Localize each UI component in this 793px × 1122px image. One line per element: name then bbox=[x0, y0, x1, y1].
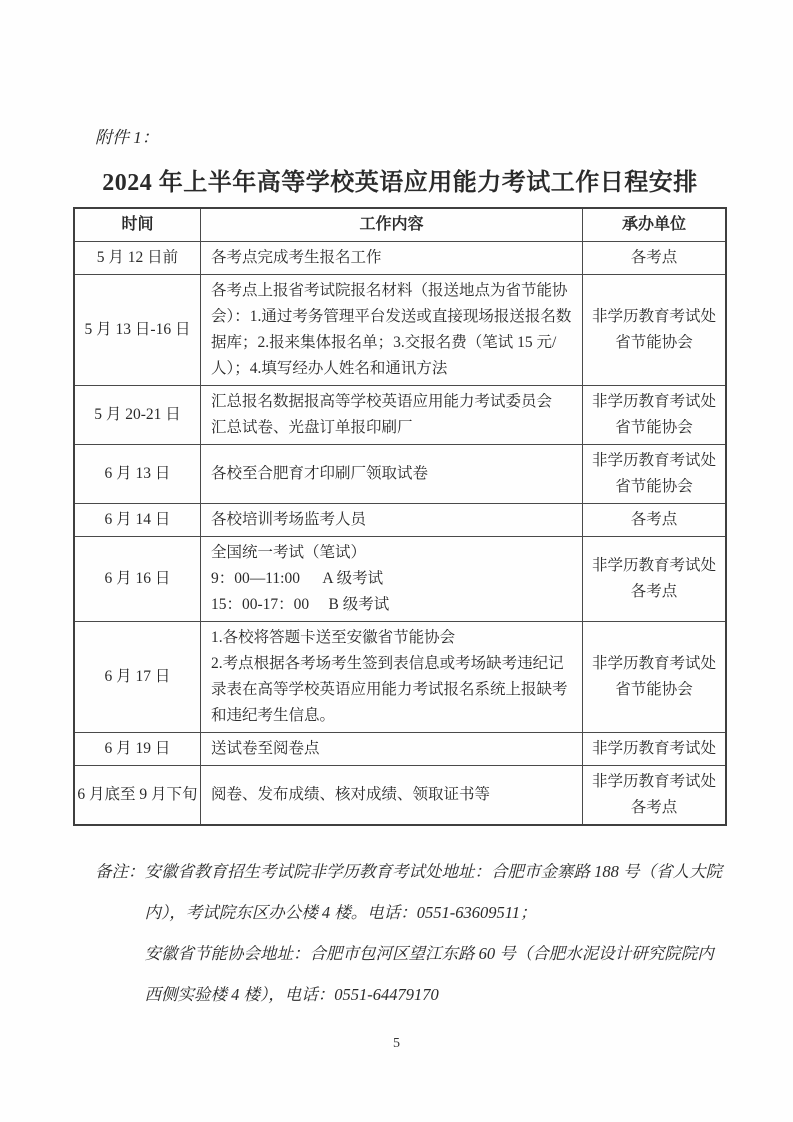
table-row bbox=[74, 622, 726, 733]
unit-cell bbox=[583, 622, 726, 733]
unit-cell bbox=[583, 733, 726, 766]
unit-line: 省节能协会 bbox=[615, 478, 693, 495]
table-row bbox=[74, 733, 726, 766]
content-cell bbox=[200, 537, 582, 622]
content-line: 各考点完成考生报名工作 bbox=[210, 249, 382, 266]
content-cell bbox=[200, 622, 582, 733]
content-cell bbox=[200, 766, 582, 826]
content-line: 汇总试卷、光盘订单报印刷厂 bbox=[210, 419, 413, 436]
notes-body bbox=[145, 851, 728, 1015]
page-number: 5 bbox=[393, 1036, 400, 1051]
unit-line: 各考点 bbox=[630, 583, 678, 600]
content-cell bbox=[200, 386, 582, 445]
content-cell bbox=[200, 504, 582, 537]
time-cell: 6 月 14 日 bbox=[74, 504, 200, 537]
time-cell: 6 月底至 9 月下旬 bbox=[74, 766, 200, 826]
time-cell: 5 月 20-21 日 bbox=[74, 386, 200, 445]
column-header-1: 工作内容 bbox=[200, 208, 582, 242]
content-line: 各考点上报省考试院报名材料（报送地点为省节能协会）：1.通过考务管理平台发送或直接现场报送报名数据库；2.报来集体报名单；3.交报名费（笔试 15 元/人）；4.填写经办人姓名和通讯方法 bbox=[210, 282, 572, 377]
unit-cell bbox=[583, 537, 726, 622]
table-row bbox=[74, 386, 726, 445]
unit-cell bbox=[583, 766, 726, 826]
content-line: 全国统一考试（笔试） bbox=[210, 544, 366, 561]
schedule-table bbox=[73, 207, 727, 826]
time-cell: 5 月 13 日-16 日 bbox=[74, 275, 200, 386]
time-cell: 5 月 12 日前 bbox=[74, 242, 200, 275]
time-cell: 6 月 16 日 bbox=[74, 537, 200, 622]
unit-line: 非学历教育考试处 bbox=[592, 740, 717, 757]
content-line: 各校至合肥育才印刷厂领取试卷 bbox=[210, 465, 428, 482]
unit-line: 非学历教育考试处 bbox=[592, 557, 717, 574]
column-header-0: 时间 bbox=[74, 208, 200, 242]
content-line: 1.各校将答题卡送至安徽省节能协会 bbox=[210, 629, 456, 646]
note-paragraph: 安徽省节能协会地址：合肥市包河区望江东路 60 号（合肥水泥设计研究院院内西侧实验楼 4 楼），电话：0551-64479170 bbox=[144, 944, 714, 1004]
unit-line: 非学历教育考试处 bbox=[592, 452, 717, 469]
content-line: 2.考点根据各考场考生签到表信息或考场缺考违纪记录表在高等学校英语应用能力考试报名系统上报缺考和违纪考生信息。 bbox=[210, 655, 568, 724]
unit-cell bbox=[583, 275, 726, 386]
column-header-2: 承办单位 bbox=[583, 208, 726, 242]
document-content bbox=[73, 0, 727, 1015]
unit-line: 各考点 bbox=[630, 249, 678, 266]
content-line: 送试卷至阅卷点 bbox=[210, 740, 320, 757]
table-row bbox=[74, 242, 726, 275]
table-row bbox=[74, 504, 726, 537]
content-line: 各校培训考场监考人员 bbox=[210, 511, 366, 528]
unit-cell bbox=[583, 504, 726, 537]
time-cell: 6 月 17 日 bbox=[74, 622, 200, 733]
content-cell bbox=[200, 275, 582, 386]
table-row bbox=[74, 445, 726, 504]
content-line: 15：00-17：00 B 级考试 bbox=[210, 596, 390, 613]
unit-line: 非学历教育考试处 bbox=[592, 773, 717, 790]
unit-line: 省节能协会 bbox=[615, 334, 693, 351]
notes-label: 备注： bbox=[95, 862, 145, 881]
content-cell bbox=[200, 445, 582, 504]
unit-line: 非学历教育考试处 bbox=[592, 308, 717, 325]
unit-cell bbox=[583, 445, 726, 504]
unit-line: 非学历教育考试处 bbox=[592, 655, 717, 672]
table-header-row bbox=[74, 208, 726, 242]
table-row bbox=[74, 275, 726, 386]
time-cell: 6 月 19 日 bbox=[74, 733, 200, 766]
content-cell bbox=[200, 242, 582, 275]
table-row bbox=[74, 537, 726, 622]
content-line: 阅卷、发布成绩、核对成绩、领取证书等 bbox=[210, 786, 490, 803]
unit-line: 各考点 bbox=[630, 511, 678, 528]
document-title: 2024 年上半年高等学校英语应用能力考试工作日程安排 bbox=[102, 170, 698, 196]
content-cell bbox=[200, 733, 582, 766]
notes-section bbox=[73, 851, 727, 1015]
unit-line: 各考点 bbox=[630, 799, 678, 816]
unit-line: 省节能协会 bbox=[615, 681, 693, 698]
attachment-label: 附件 1： bbox=[95, 128, 159, 147]
content-line: 9：00—11:00 A 级考试 bbox=[210, 570, 384, 587]
time-cell: 6 月 13 日 bbox=[74, 445, 200, 504]
content-line: 汇总报名数据报高等学校英语应用能力考试委员会 bbox=[210, 393, 552, 410]
unit-line: 非学历教育考试处 bbox=[592, 393, 717, 410]
unit-line: 省节能协会 bbox=[615, 419, 693, 436]
table-row bbox=[74, 766, 726, 826]
unit-cell bbox=[583, 242, 726, 275]
note-paragraph: 安徽省教育招生考试院非学历教育考试处地址：合肥市金寨路 188 号（省人大院内），考试院东区办公楼 4 楼。电话：0551-63609511； bbox=[144, 862, 722, 922]
unit-cell bbox=[583, 386, 726, 445]
